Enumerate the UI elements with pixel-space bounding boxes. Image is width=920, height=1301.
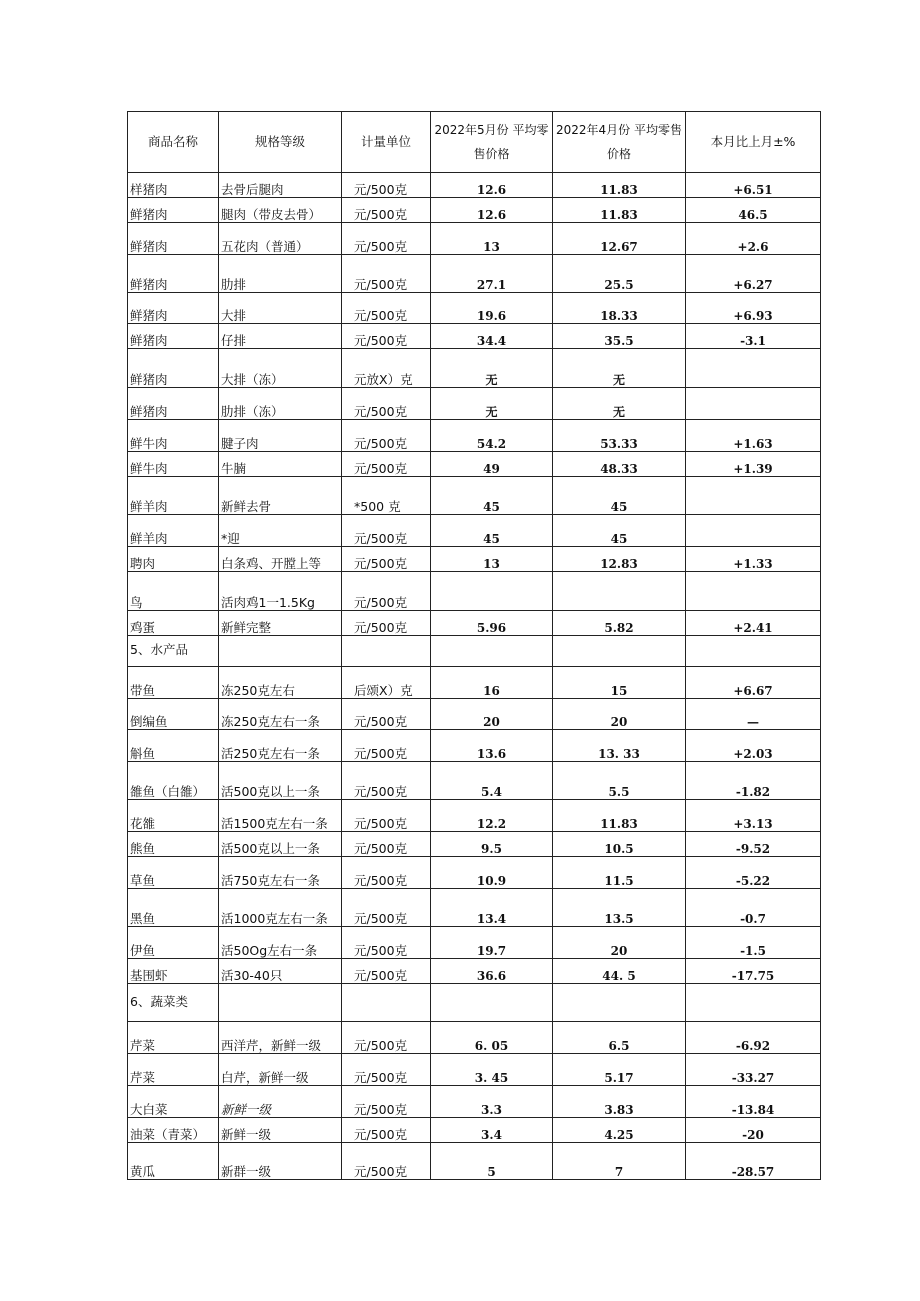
table-row bbox=[128, 1022, 821, 1054]
cell-unit: 元/500克 bbox=[342, 452, 431, 477]
cell-name: 油菜（青菜） bbox=[128, 1118, 219, 1143]
cell-apr-price: 20 bbox=[553, 927, 686, 959]
table-row bbox=[128, 452, 821, 477]
table-row bbox=[128, 1118, 821, 1143]
table-row bbox=[128, 198, 821, 223]
cell-spec: 活30-40只 bbox=[219, 959, 342, 984]
section-row bbox=[128, 636, 821, 667]
table-row bbox=[128, 762, 821, 800]
cell-unit: 元/500克 bbox=[342, 1143, 431, 1180]
cell-spec: 白条鸡、开膛上等 bbox=[219, 547, 342, 572]
cell-spec: 腱子肉 bbox=[219, 420, 342, 452]
cell-name: 样猪肉 bbox=[128, 173, 219, 198]
cell-apr-price: 25.5 bbox=[553, 255, 686, 293]
cell-change: 46.5 bbox=[686, 198, 821, 223]
cell-may-price: 10.9 bbox=[431, 857, 553, 889]
table-row bbox=[128, 572, 821, 611]
table-row bbox=[128, 420, 821, 452]
cell-spec bbox=[219, 636, 342, 667]
header-change: 本月比上月±% bbox=[686, 112, 821, 173]
cell-apr-price: 13. 33 bbox=[553, 730, 686, 762]
price-table bbox=[127, 111, 821, 1180]
cell-apr-price: 13.5 bbox=[553, 889, 686, 927]
cell-change: +2.41 bbox=[686, 611, 821, 636]
cell-apr-price: 11.83 bbox=[553, 198, 686, 223]
cell-may-price: 5 bbox=[431, 1143, 553, 1180]
cell-change bbox=[686, 636, 821, 667]
cell-change: -33.27 bbox=[686, 1054, 821, 1086]
cell-name: 聘肉 bbox=[128, 547, 219, 572]
cell-spec: 冻250克左右一条 bbox=[219, 699, 342, 730]
cell-name: 芹菜 bbox=[128, 1022, 219, 1054]
cell-spec: 活750克左右一条 bbox=[219, 857, 342, 889]
cell-change: -9.52 bbox=[686, 832, 821, 857]
cell-may-price bbox=[431, 636, 553, 667]
cell-unit: 元/500克 bbox=[342, 699, 431, 730]
cell-change: -3.1 bbox=[686, 324, 821, 349]
cell-unit: 元/500克 bbox=[342, 1118, 431, 1143]
cell-apr-price: 12.83 bbox=[553, 547, 686, 572]
cell-may-price bbox=[431, 984, 553, 1022]
cell-spec: 五花肉（普通） bbox=[219, 223, 342, 255]
cell-unit: 元/500克 bbox=[342, 293, 431, 324]
table-row bbox=[128, 959, 821, 984]
cell-apr-price bbox=[553, 984, 686, 1022]
table-row bbox=[128, 324, 821, 349]
cell-may-price: 12.2 bbox=[431, 800, 553, 832]
cell-unit: 元/500克 bbox=[342, 388, 431, 420]
table-row bbox=[128, 889, 821, 927]
cell-change: +6.93 bbox=[686, 293, 821, 324]
cell-may-price: 19.7 bbox=[431, 927, 553, 959]
cell-name: 鲜猪肉 bbox=[128, 198, 219, 223]
cell-apr-price: 5.5 bbox=[553, 762, 686, 800]
cell-change: +2.6 bbox=[686, 223, 821, 255]
cell-apr-price: 12.67 bbox=[553, 223, 686, 255]
cell-unit: 元/500克 bbox=[342, 832, 431, 857]
cell-name: 5、水产品 bbox=[128, 636, 219, 667]
cell-may-price: 无 bbox=[431, 349, 553, 388]
cell-apr-price: 11.83 bbox=[553, 800, 686, 832]
table-row bbox=[128, 832, 821, 857]
cell-spec: 活1500克左右一条 bbox=[219, 800, 342, 832]
table-row bbox=[128, 477, 821, 515]
cell-may-price: 12.6 bbox=[431, 198, 553, 223]
cell-may-price: 5.4 bbox=[431, 762, 553, 800]
cell-unit: 元/500克 bbox=[342, 927, 431, 959]
cell-change: -20 bbox=[686, 1118, 821, 1143]
cell-may-price: 49 bbox=[431, 452, 553, 477]
cell-spec: 活500克以上一条 bbox=[219, 832, 342, 857]
cell-may-price: 3.3 bbox=[431, 1086, 553, 1118]
cell-spec: 活250克左右一条 bbox=[219, 730, 342, 762]
table-row bbox=[128, 730, 821, 762]
cell-change: -0.7 bbox=[686, 889, 821, 927]
cell-unit: 元/500克 bbox=[342, 762, 431, 800]
cell-unit: 元/500克 bbox=[342, 198, 431, 223]
cell-name: 鲜牛肉 bbox=[128, 452, 219, 477]
cell-name: 倒编鱼 bbox=[128, 699, 219, 730]
cell-may-price: 13 bbox=[431, 547, 553, 572]
cell-may-price: 13.4 bbox=[431, 889, 553, 927]
cell-name: 伊鱼 bbox=[128, 927, 219, 959]
cell-may-price: 9.5 bbox=[431, 832, 553, 857]
cell-spec: 新群一级 bbox=[219, 1143, 342, 1180]
table-row bbox=[128, 699, 821, 730]
cell-unit: 元/500克 bbox=[342, 730, 431, 762]
cell-apr-price: 48.33 bbox=[553, 452, 686, 477]
cell-change: +6.67 bbox=[686, 667, 821, 699]
cell-may-price: 19.6 bbox=[431, 293, 553, 324]
cell-change: -1.5 bbox=[686, 927, 821, 959]
header-unit: 计量单位 bbox=[342, 112, 431, 173]
cell-name: 鸡蛋 bbox=[128, 611, 219, 636]
table-row bbox=[128, 515, 821, 547]
cell-apr-price: 4.25 bbox=[553, 1118, 686, 1143]
cell-unit bbox=[342, 636, 431, 667]
cell-apr-price: 53.33 bbox=[553, 420, 686, 452]
cell-unit: 元/500克 bbox=[342, 547, 431, 572]
cell-unit: 元/500克 bbox=[342, 611, 431, 636]
cell-unit: 元/500克 bbox=[342, 857, 431, 889]
cell-change: -28.57 bbox=[686, 1143, 821, 1180]
table-row bbox=[128, 547, 821, 572]
cell-name: 鲜猪肉 bbox=[128, 349, 219, 388]
cell-name: 鲜猪肉 bbox=[128, 293, 219, 324]
cell-may-price: 34.4 bbox=[431, 324, 553, 349]
cell-unit: 元/500克 bbox=[342, 572, 431, 611]
cell-name: 带鱼 bbox=[128, 667, 219, 699]
cell-may-price: 无 bbox=[431, 388, 553, 420]
cell-apr-price: 15 bbox=[553, 667, 686, 699]
cell-may-price: 20 bbox=[431, 699, 553, 730]
cell-change: +3.13 bbox=[686, 800, 821, 832]
table-row bbox=[128, 223, 821, 255]
cell-apr-price: 11.83 bbox=[553, 173, 686, 198]
table-row bbox=[128, 388, 821, 420]
cell-name: 鲜猪肉 bbox=[128, 255, 219, 293]
cell-change bbox=[686, 388, 821, 420]
cell-unit: 元/500克 bbox=[342, 1086, 431, 1118]
table-row bbox=[128, 255, 821, 293]
table-row bbox=[128, 800, 821, 832]
cell-name: 基围虾 bbox=[128, 959, 219, 984]
cell-name: 斛鱼 bbox=[128, 730, 219, 762]
cell-change: -5.22 bbox=[686, 857, 821, 889]
cell-may-price: 36.6 bbox=[431, 959, 553, 984]
cell-change: +6.51 bbox=[686, 173, 821, 198]
header-name: 商品名称 bbox=[128, 112, 219, 173]
cell-name: 鲜猪肉 bbox=[128, 324, 219, 349]
cell-change: +1.33 bbox=[686, 547, 821, 572]
header-may-price: 2022年5月份 平均零售价格 bbox=[431, 112, 553, 173]
cell-apr-price: 44. 5 bbox=[553, 959, 686, 984]
header-apr-price: 2022年4月份 平均零售价格 bbox=[553, 112, 686, 173]
cell-apr-price bbox=[553, 572, 686, 611]
cell-unit: 元/500克 bbox=[342, 889, 431, 927]
cell-name: 黄瓜 bbox=[128, 1143, 219, 1180]
cell-apr-price: 7 bbox=[553, 1143, 686, 1180]
cell-apr-price bbox=[553, 636, 686, 667]
cell-may-price: 45 bbox=[431, 515, 553, 547]
cell-name: 花雒 bbox=[128, 800, 219, 832]
cell-name: 熊鱼 bbox=[128, 832, 219, 857]
cell-change bbox=[686, 984, 821, 1022]
cell-unit: 元/500克 bbox=[342, 223, 431, 255]
cell-spec: 活1000克左右一条 bbox=[219, 889, 342, 927]
cell-may-price: 27.1 bbox=[431, 255, 553, 293]
cell-apr-price: 20 bbox=[553, 699, 686, 730]
cell-apr-price: 5.82 bbox=[553, 611, 686, 636]
cell-change: +1.63 bbox=[686, 420, 821, 452]
cell-unit: 元/500克 bbox=[342, 255, 431, 293]
cell-name: 6、蔬菜类 bbox=[128, 984, 219, 1022]
table-row bbox=[128, 349, 821, 388]
cell-name: 大白菜 bbox=[128, 1086, 219, 1118]
cell-unit: 元/500克 bbox=[342, 1022, 431, 1054]
cell-name: 鲜羊肉 bbox=[128, 515, 219, 547]
cell-spec: 大排 bbox=[219, 293, 342, 324]
cell-name: 鸟 bbox=[128, 572, 219, 611]
cell-unit: *500 克 bbox=[342, 477, 431, 515]
cell-name: 雒鱼（白雒） bbox=[128, 762, 219, 800]
cell-spec: 白芹，新鲜一级 bbox=[219, 1054, 342, 1086]
cell-may-price: 13.6 bbox=[431, 730, 553, 762]
cell-spec: 新鲜一级 bbox=[219, 1118, 342, 1143]
cell-change: -1.82 bbox=[686, 762, 821, 800]
cell-change bbox=[686, 349, 821, 388]
cell-apr-price: 6.5 bbox=[553, 1022, 686, 1054]
cell-unit: 后颂X）克 bbox=[342, 667, 431, 699]
table-row bbox=[128, 927, 821, 959]
cell-unit: 元/500克 bbox=[342, 173, 431, 198]
cell-may-price: 3. 45 bbox=[431, 1054, 553, 1086]
cell-may-price: 6. 05 bbox=[431, 1022, 553, 1054]
table-header-row bbox=[128, 112, 821, 173]
cell-unit: 元/500克 bbox=[342, 800, 431, 832]
cell-name: 草鱼 bbox=[128, 857, 219, 889]
cell-apr-price: 无 bbox=[553, 388, 686, 420]
cell-name: 黑鱼 bbox=[128, 889, 219, 927]
cell-spec: 新鲜去骨 bbox=[219, 477, 342, 515]
cell-spec: 去骨后腿肉 bbox=[219, 173, 342, 198]
cell-change bbox=[686, 515, 821, 547]
cell-spec: 腿肉（带皮去骨） bbox=[219, 198, 342, 223]
cell-apr-price: 18.33 bbox=[553, 293, 686, 324]
cell-may-price bbox=[431, 572, 553, 611]
table-row bbox=[128, 667, 821, 699]
cell-spec: 牛腩 bbox=[219, 452, 342, 477]
table-row bbox=[128, 173, 821, 198]
cell-name: 鲜羊肉 bbox=[128, 477, 219, 515]
section-row bbox=[128, 984, 821, 1022]
cell-may-price: 54.2 bbox=[431, 420, 553, 452]
cell-spec: 新鲜完整 bbox=[219, 611, 342, 636]
cell-may-price: 3.4 bbox=[431, 1118, 553, 1143]
table-row bbox=[128, 293, 821, 324]
cell-apr-price: 10.5 bbox=[553, 832, 686, 857]
cell-apr-price: 无 bbox=[553, 349, 686, 388]
cell-unit bbox=[342, 984, 431, 1022]
cell-name: 鲜猪肉 bbox=[128, 223, 219, 255]
cell-apr-price: 3.83 bbox=[553, 1086, 686, 1118]
cell-apr-price: 45 bbox=[553, 477, 686, 515]
cell-may-price: 16 bbox=[431, 667, 553, 699]
cell-spec: 活50Og左右一条 bbox=[219, 927, 342, 959]
cell-change: -6.92 bbox=[686, 1022, 821, 1054]
cell-change: +1.39 bbox=[686, 452, 821, 477]
table-row bbox=[128, 1054, 821, 1086]
cell-spec: 活500克以上一条 bbox=[219, 762, 342, 800]
cell-spec: 西洋芹，新鲜一级 bbox=[219, 1022, 342, 1054]
cell-change: — bbox=[686, 699, 821, 730]
cell-may-price: 5.96 bbox=[431, 611, 553, 636]
cell-may-price: 13 bbox=[431, 223, 553, 255]
cell-name: 鲜牛肉 bbox=[128, 420, 219, 452]
cell-spec: *迎 bbox=[219, 515, 342, 547]
cell-unit: 元/500克 bbox=[342, 959, 431, 984]
cell-apr-price: 5.17 bbox=[553, 1054, 686, 1086]
cell-change: -13.84 bbox=[686, 1086, 821, 1118]
cell-unit: 元/500克 bbox=[342, 420, 431, 452]
cell-change: -17.75 bbox=[686, 959, 821, 984]
cell-spec: 大排（冻） bbox=[219, 349, 342, 388]
cell-name: 芹菜 bbox=[128, 1054, 219, 1086]
cell-change bbox=[686, 572, 821, 611]
cell-spec: 仔排 bbox=[219, 324, 342, 349]
cell-spec bbox=[219, 984, 342, 1022]
cell-apr-price: 35.5 bbox=[553, 324, 686, 349]
cell-spec: 冻250克左右 bbox=[219, 667, 342, 699]
cell-unit: 元/500克 bbox=[342, 515, 431, 547]
cell-unit: 元/500克 bbox=[342, 1054, 431, 1086]
table-row bbox=[128, 857, 821, 889]
cell-name: 鲜猪肉 bbox=[128, 388, 219, 420]
header-spec: 规格等级 bbox=[219, 112, 342, 173]
cell-change bbox=[686, 477, 821, 515]
table-row bbox=[128, 611, 821, 636]
cell-may-price: 45 bbox=[431, 477, 553, 515]
cell-apr-price: 45 bbox=[553, 515, 686, 547]
cell-spec: 新鲜一级 bbox=[219, 1086, 342, 1118]
table-body bbox=[128, 173, 821, 1180]
table-row bbox=[128, 1143, 821, 1180]
cell-spec: 肋排（冻） bbox=[219, 388, 342, 420]
cell-may-price: 12.6 bbox=[431, 173, 553, 198]
table-row bbox=[128, 1086, 821, 1118]
cell-change: +6.27 bbox=[686, 255, 821, 293]
cell-unit: 元放X）克 bbox=[342, 349, 431, 388]
cell-unit: 元/500克 bbox=[342, 324, 431, 349]
cell-change: +2.03 bbox=[686, 730, 821, 762]
cell-spec: 肋排 bbox=[219, 255, 342, 293]
cell-apr-price: 11.5 bbox=[553, 857, 686, 889]
cell-spec: 活肉鸡1一1.5Kg bbox=[219, 572, 342, 611]
